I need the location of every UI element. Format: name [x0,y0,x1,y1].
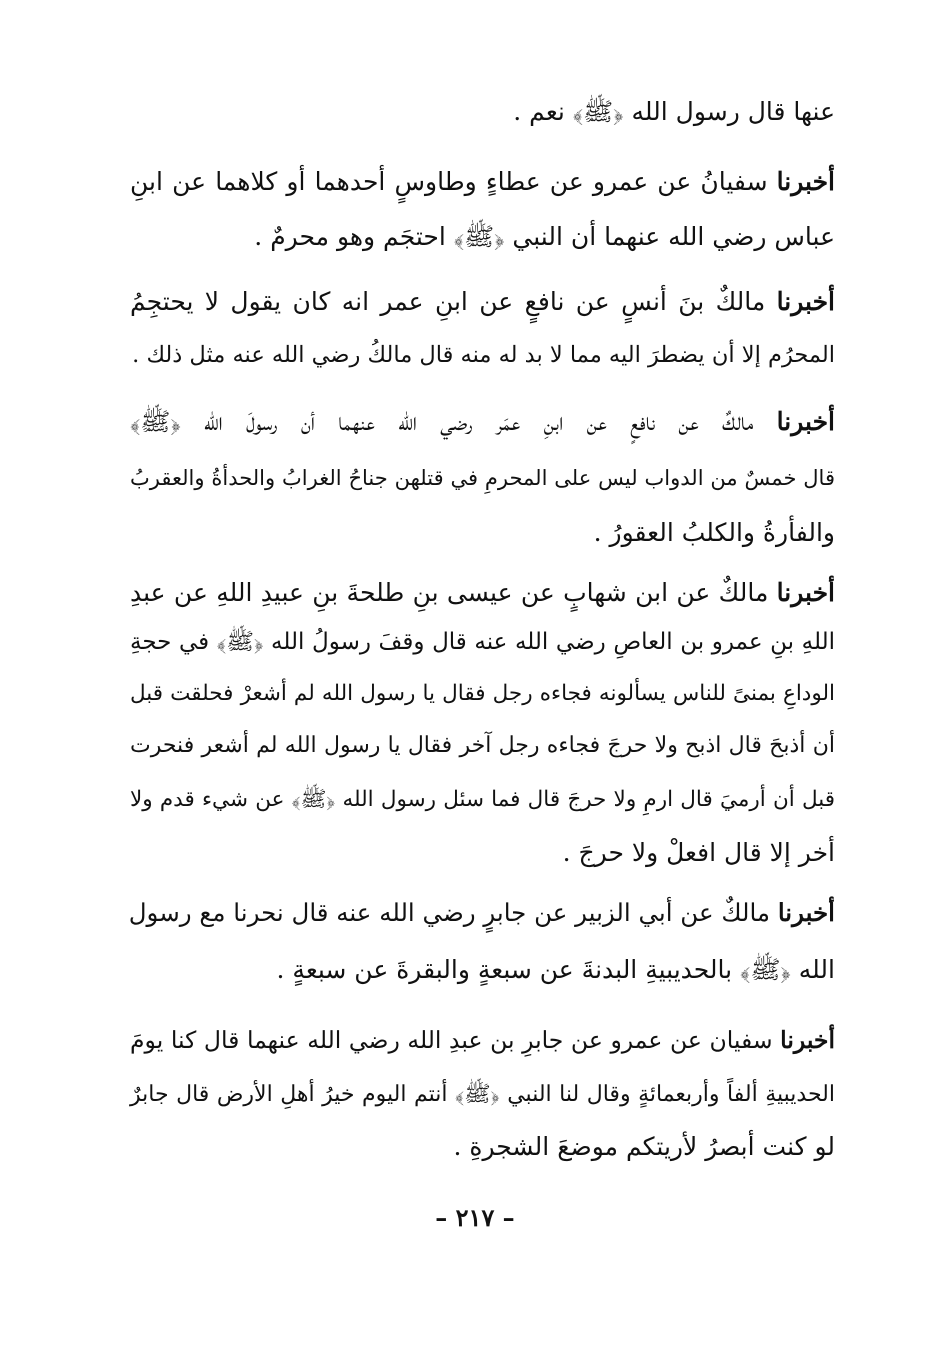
paragraph-lead: أخبرنا [780,1026,835,1054]
text-line [130,950,835,990]
line-text: الوداعِ بمنىً للناس يسألونه فجاءه رجل فقال يا رسول الله لم أشعرْ فحلقت قبل [130,681,835,706]
text-line [130,1020,835,1060]
text-line [130,458,835,498]
line-text: مالكٌ عن نافعٍ عن ابنِ عمَر رضي الله عنهما أن رسولَ الله ﴿ﷺ﴾ [130,407,777,436]
text-line [130,162,835,202]
text-line [130,1127,835,1167]
paragraph-lead: أخبرنا [776,287,835,316]
text-line [130,217,835,257]
paragraph-lead: أخبرنا [776,407,835,436]
page-number: – ٢١٧ – [435,1203,515,1232]
text-line [130,674,835,714]
paragraph-lead: أخبرنا [777,898,835,927]
line-text: مالكٌ عن أبي الزبير عن جابرٍ رضي الله عنه قال نحرنا مع رسول [128,898,778,927]
text-line [130,622,835,662]
line-text: قال خمسٌ من الدواب ليس على المحرمِ في قتلهن جناحُ الغرابُ والحدأةُ والعقربُ [130,466,835,490]
line-text: لو كنت أبصرُ لأريتكم موضعَ الشجرةِ . [453,1132,835,1161]
line-text: اللهِ بنِ عمرو بن العاصِ رضي الله عنه قال وقفَ رسولُ الله ﴿ﷺ﴾ في حجةِ [130,629,835,655]
text-line [130,92,835,132]
line-text: سفيان عن عمرو عن جابرِ بن عبدِ الله رضي الله عنهما قال كنا يومَ [130,1026,781,1054]
text-line [130,893,835,933]
line-text: الحديبيةِ ألفاً وأربعمائةٍ وقال لنا النبي ﴿ﷺ﴾ أنتم اليوم خيرُ أهلِ الأرض قال جابرٌ [130,1082,835,1107]
text-line [130,726,835,766]
line-text: والفأرةُ والكلبُ العقورُ . [593,518,835,547]
text-line [130,1075,835,1115]
line-text: عنها قال رسول الله ﴿ﷺ﴾ نعم . [513,97,835,126]
line-text: الله ﴿ﷺ﴾ بالحديبيةِ البدنةَ عن سبعةٍ والبقرةَ عن سبعةٍ . [276,955,835,984]
text-line [130,573,835,613]
line-text: مالكٌ بنَ أنسٍ عن نافعٍ عن ابنِ عمر انه كان يقول لا يحتجِمُ [130,287,777,316]
line-text: عباس رضي الله عنهما أن النبي ﴿ﷺ﴾ احتجَم وهو محرمٌ . [254,222,835,251]
paragraph-lead: أخبرنا [776,167,835,196]
line-text: سفيانُ عن عمرو عن عطاءٍ وطاوسٍ أحدهما أو كلاهما عن ابنِ [130,167,777,196]
text-line [130,833,835,873]
line-text: قبل أن أرميَ قال ارمِ ولا حرجَ قال فما سئل رسول الله ﴿ﷺ﴾ عن شيء قدم ولا [130,787,835,812]
text-line [130,513,835,553]
text-line [130,282,835,322]
text-line [130,780,835,820]
line-text: مالكٌ عن ابن شهابٍ عن عيسى بنِ طلحةَ بنِ عبيدِ اللهِ عن عبدِ [130,578,777,607]
text-line [130,402,835,442]
line-text: المحرُم إلا أن يضطرَ اليه مما لا بد له منه قال مالكُ رضي الله عنه مثل ذلك . [132,342,835,368]
paragraph-lead: أخبرنا [776,578,835,607]
line-text: أن أذبحَ قال اذبح ولا حرجَ فجاءه رجل آخر فقال يا رسول الله لم أشعر فنحرت [130,733,835,758]
text-line [130,335,835,375]
line-text: أخر إلا قال افعلْ ولا حرجَ . [562,838,835,867]
